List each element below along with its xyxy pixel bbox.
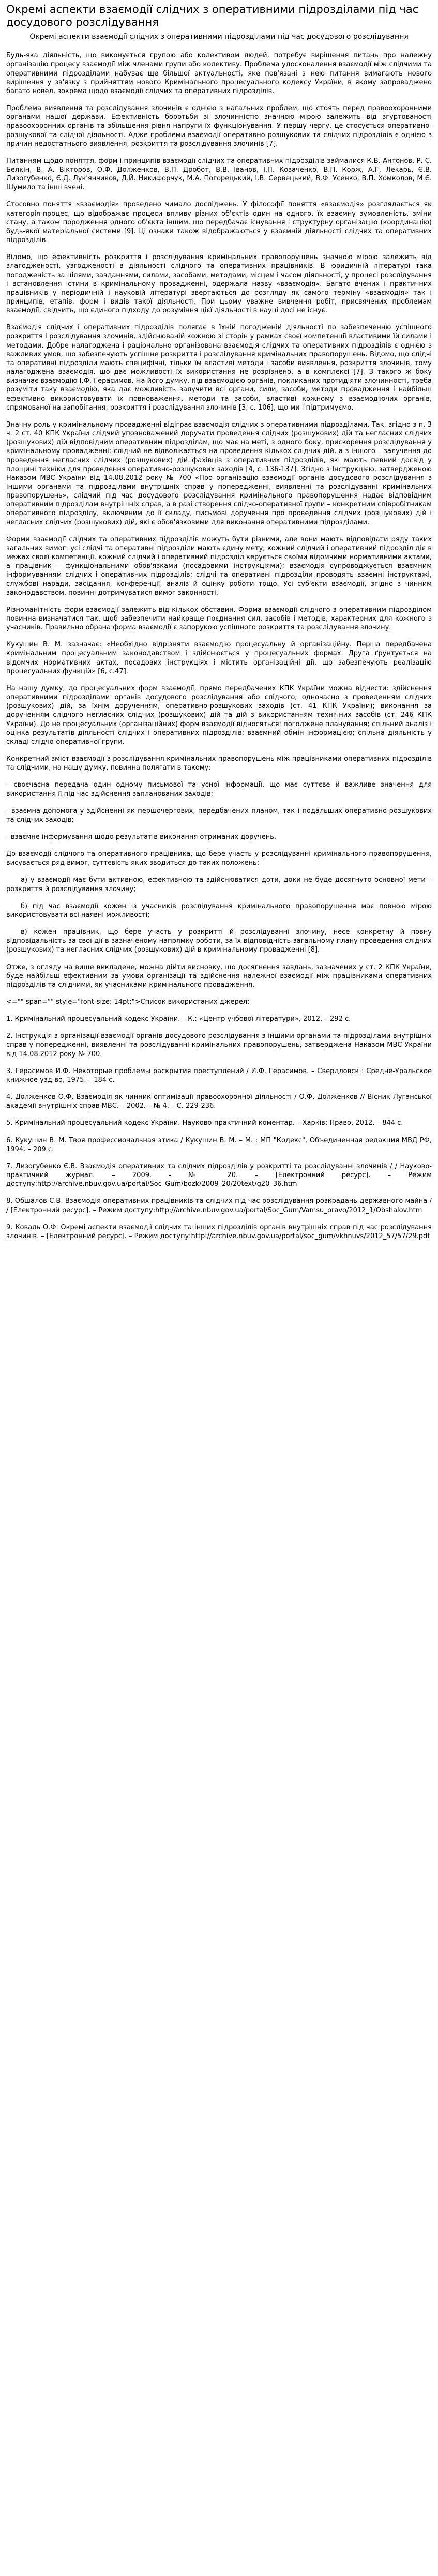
body-paragraph: Питанням щодо поняття, форм і принципів взаємодії слідчих та оперативних підрозділів займалися К.В. Антонов, Р. С. Белкін, В. А. Вікторов, О.Ф. Долженков, В.П. Дробот, В.В. Іванов, І.П. Козаченко, В.П. Корж, А.Г. Лекарь, Є.В. Лизогубенко, Є.Д. Лук'янчиков, Д.Й. Никифорчук, М.А. Погорецький, І.В. Сервецький, В.Ф. Усенко, В.П. Хомколов, М.Є. Шумило та інші вчені. <box>6 157 432 192</box>
body-paragraph: Різноманітність форм взаємодії залежить від кількох обставин. Форма взаємодії слідчого з оперативним підрозділом повинна визначатися так, щоб забезпечити найкраще поєднання сил, засобів і методів, характерних для кожного з учасників. Правильно обрана форма взаємодії є запорукою успішного розкриття та розслідування злочину. <box>6 606 432 632</box>
reference-item: 3. Герасимов И.Ф. Некоторые проблемы раскрытия преступлений / И.Ф. Герасимов. – Свердловск : Средне-Уральское книжное узд-во, 1975. – 184 с. <box>6 1067 432 1084</box>
article-body <box>6 51 432 989</box>
body-paragraph: Відомо, що ефективність розкриття і розслідування кримінальних правопорушень значною мірою залежить від злагодженості, узгодженості в діяльності слідчого та оперативних працівників. В юридичній літературі така погодженість за цілями, завданнями, силами, засобами, методами, місцем і часом діяльності, у процесі розслідування і встановлення істини в кримінальному провадженні, одержала назву «взаємодія». Багато вчених і практичних працівників у періодичній і науковій літературі звертаються до розгляду як самого терміну «взаємодія» так і принципів, етапів, форм і видів такої діяльності. При цьому уважне вивчення робіт, присвячених проблемам взаємодії, свідчить, що єдиного підходу до розуміння цієї діяльності в науці досі не існує. <box>6 253 432 315</box>
body-paragraph: До взаємодії слідчого та оперативного працівника, що бере участь у розслідуванні кримінального правопорушення, висувається ряд вимог, суттєвість яких зводиться до таких положень: <box>6 850 432 867</box>
body-paragraph: Конкретний зміст взаємодії з розслідування кримінальних правопорушень між працівниками оперативних підрозділів та слідчими, на нашу думку, повинна полягати в такому: <box>6 755 432 772</box>
body-paragraph: Взаємодія слідчих і оперативних підрозділів полягає в їхній погодженій діяльності по забезпеченню успішного розкриття і розслідування злочинів, здійснюваній кожною зі сторін у рамках своєї компетенції властивими їй силами і методами. Добре налагоджена і раціонально організована взаємодія слідчих та оперативних підрозділів є однією з важливих умов, що забезпечують успішне розкриття і розслідування кримінальних правопорушень. Відомо, що слідчі та оперативні підрозділи мають специфічні, тільки їм властиві методи і засоби виявлення, розкриття злочинів, тому налагоджена взаємодія, що дає можливості їх використання не розрізнено, а в комплексі [7]. З такого ж боку визначає взаємодію І.Ф. Герасимов. На його думку, під взаємодією органів, покликаних протидіяти злочинності, треба розуміти таку взаємодію, яка дає можливість залучити всі органи, сили, засоби, методи провадження і найбільш ефективно використовувати їх повноваження, методи та засоби, властиві кожному з взаємодіючих органів, спрямованої на запобігання, розкриття і розслідування злочинів [3, с. 106], що ми і підтримуємо. <box>6 324 432 412</box>
body-paragraph: Кукушин В. М. зазначає: «Необхідно відрізняти взаємодію процесуальну й організаційну. Перша передбачена кримінальним процесуальним законодавством і здійснюється у процесуальних формах. Друга ґрунтується на відомчих нормативних актах, посадових інструкціях і містить організаційні дії, що забезпечують реалізацію процесуальних функцій» [6, с.47]. <box>6 641 432 675</box>
body-paragraph: б) під час взаємодії кожен із учасників розслідування кримінального правопорушення має повною мірою використовувати всі наявні можливості; <box>6 902 432 919</box>
reference-item: 5. Кримінальний процесуальний кодекс України. Науково-практичний коментар. – Харків: Право, 2012. – 844 с. <box>6 1119 403 1127</box>
body-paragraph: Будь-яка діяльність, що виконується групою або колективом людей, потребує вирішення питань про належну організацію процесу взаємодії між членами групи або колективу. Проблема удосконалення взаємодії між слідчими та оперативними підрозділами набуває ще більшої актуальності, яке пов'язані з нею питання вимагають нового вирішення у зв'язку з прийняттям нового Кримінального процесуального кодексу України, в якому запроваджено багато новел, зокрема щодо взаємодії слідчих та оперативних підрозділів. <box>6 52 432 95</box>
reference-item: 4. Долженков О.Ф. Взаємодія як чинник оптимізації правоохоронної діяльності / О.Ф. Долженков // Вісник Луганської академії внутрішніх справ МВС. – 2002. – № 4. – С. 229-236. <box>6 1093 432 1110</box>
article <box>0 0 438 1255</box>
body-paragraph: Значну роль у кримінальному провадженні відіграє взаємодія слідчих з оперативними підрозділами. Так, згідно з п. 3 ч. 2 ст. 40 КПК України слідчий уповноважений доручати проведення слідчих (розшукових) дій та негласних слідчих (розшукових) дій відповідним оперативним підрозділам, що має на меті, з одного боку, прискорення розслідування у кримінальному провадженні; слідчий не відволікається на проведення кількох слідчих дій, а з іншого – залучення до проведення негласних слідчих (розшукових) дій фахівців з оперативних підрозділів, які мають певний досвід у площині техніки для проведення оперативно-розшукових заходів [4, с. 136-137]. Згідно з Інструкцією, затвердженою Наказом МВС України від 14.08.2012 року № 700 «Про організацію взаємодії органів досудового розслідування з іншими органами та підрозділами внутрішніх справ у попередженні, виявленні та розслідуванні кримінальних правопорушень», слідчий під час досудового розслідування кримінального правопорушення надає відповідним оперативним підрозділам внутрішніх справ, а в разі створення слідчо-оперативної групи – конкретним співробітникам оперативного підрозділу, включеним до її складу, письмові доручення про проведення слідчих (розшукових) дій і негласних слідчих (розшукових) дій, які є обов'язковими для виконання оперативними підрозділами. <box>6 420 432 526</box>
article-title: Окремі аспекти взаємодії слідчих з оперативними підрозділами під час досудового розслідування <box>6 3 419 29</box>
body-paragraph: Отже, з огляду на вище викладене, можна дійти висновку, що досягнення завдань, зазначених у ст. 2 КПК України, буде найбільш ефективним за умови організації та здійснення належної взаємодії між працівниками оперативних підрозділів та слідчими, як учасниками кримінального провадження. <box>6 963 432 989</box>
references-heading: <="" span="" style="font-size: 14pt;">Список використаних джерел: <box>6 998 250 1006</box>
reference-item: 2. Інструкція з організації взаємодії органів досудового розслідування з іншими органами та підрозділами внутрішніх справ у попередженні, виявленні та розслідуванні кримінальних правопорушень, затверджена Наказом МВС України від 14.08.2012 року № 700. <box>6 1032 432 1058</box>
references-list <box>6 1015 432 1241</box>
article-subtitle: Окремі аспекти взаємодії слідчих з оперативними підрозділами під час досудового розслідування <box>29 33 409 41</box>
reference-item: 6. Кукушин В. М. Твоя профессиональная этика / Кукушин В. М. – М. : МП "Кодекс", Объединенная редакция МВД РФ, 1994. – 209 с. <box>6 1136 432 1153</box>
reference-item: 7. Лизогубенко Є.В. Взаємодія оперативних та слідчих підрозділів у розкритті та розслідуванні злочинів / / Науково-практичний журнал. – 2009. - № 20. – [Електронний ресурс]. – Режим доступу:http://archive.nbuv.gov.ua/portal/Soc_Gum/bozk/2009_20/20text/g20_36.htm <box>6 1162 432 1188</box>
reference-item: 8. Обшалов С.В. Взаємодія оперативних працівників та слідчих під час розслідування розкрадань державного майна / / [Електронний ресурс]. – Режим доступу:http://archive.nbuv.gov.ua/portal/Soc_Gum/Vamsu_pravo/2012_1/Obshalov.htm <box>6 1197 432 1214</box>
body-paragraph: Форми взаємодії слідчих та оперативних підрозділів можуть бути різними, але вони мають відповідати ряду таких загальних вимог: усі слідчі та оперативні підрозділи мають єдину мету; кожний слідчий і оперативний підрозділ діє в межах своєї компетенції, кожний слідчий і оперативний підрозділ керується своїми відомчими нормативними актами, а працівник – функціональними обов'язками (посадовими інструкціями); взаємодія супроводжується взаємним інформуванням слідчих і оперативних підрозділів; слідчі та оперативні підрозділи проводять взаємні інструктажі, службові наради, засідання, конференції, аналіз й оцінку роботи тощо. Усі суб'єкти взаємодії, згідно з чинним законодавством, повинні дотримуватися вимог законності. <box>6 535 432 597</box>
body-paragraph: - своєчасна передача один одному письмової та усної інформації, що має суттєве й важливе значення для використання її під час здійснення запланованих заходів; <box>6 781 432 798</box>
body-paragraph: На нашу думку, до процесуальних форм взаємодії, прямо передбачених КПК України можна віднести: здійснення оперативними підрозділами органів досудового розслідування або слідчого, одночасно з проведенням слідчих (розшукових) дій, за їхнім дорученням, оперативно-розшукових заходів (ст. 41 КПК України); виконання за дорученням слідчого негласних слідчих (розшукових) дій та дій з використанням технічних засобів (ст. 246 КПК України). До не процесуальних (організаційних) форм взаємодії відносяться: погоджене планування; спільний аналіз і оцінка результатів діяльності слідчих і оперативних підрозділів; взаємний обмін інформацією; спільна діяльність у складі слідчо-оперативної групи. <box>6 684 432 746</box>
body-paragraph: - взаємне інформування щодо результатів виконання отриманих доручень. <box>6 833 277 841</box>
body-paragraph: а) у взаємодії має бути активною, ефективною та здійснюватися доти, доки не буде досягнуто основної мети – розкриття й розслідування злочину; <box>6 876 432 893</box>
body-paragraph: - взаємна допомога у здійсненні як першочергових, передбачених планом, так і подальших оперативно-розшукових та слідчих заходів; <box>6 807 432 824</box>
body-paragraph: в) кожен працівник, що бере участь у розкритті й розслідуванні злочину, несе конкретну й повну відповідальність за свої дії в зазначеному напрямку роботи, за їх відповідність загальному плану проведення слідчих (розшукових) та негласних слідчих (розшукових) дій в кримінальному провадженні [8]. <box>6 928 432 954</box>
reference-item: 9. Коваль О.Ф. Окремі аспекти взаємодії слідчих та інших підрозділів органів внутрішніх справ під час розслідування злочинів. – [Електронний ресурс]. – Режим доступу:http://archive.nbuv.gov.ua/portal/soc_gum/vkhnuvs/2012_57/57/29.pdf <box>6 1223 432 1240</box>
body-paragraph: Стосовно поняття «взаємодія» проведено чимало досліджень. У філософії поняття «взаємодія» розглядається як категорія-процес, що відображає процеси впливу різних об'єктів один на одного, їх взаємну зумовленість, зміни стану, а також породження одного об'єкта іншим, що передбачає існування і структурну організацію (координацію) будь-якої матеріальної системи [9]. Ці ознаки також відображаються у взаємній діяльності слідчих та оперативних підрозділів. <box>6 201 432 245</box>
body-paragraph: Проблема виявлення та розслідування злочинів є однією з нагальних проблем, що стоять перед правоохоронними органами нашої держави. Ефективність боротьби зі злочинністю значною мірою залежить від згуртованості правоохоронних органів та збільшення рівня напруги їх функціонування. У першу чергу, це стосується оперативно-розшукової та слідчої діяльності. Адже проблеми взаємодії оперативно-розшукових та слідчих підрозділів є однією з причин недостатнього виявлення, розкриття та розслідування злочинів [7]. <box>6 104 432 148</box>
reference-item: 1. Кримінальний процесуальний кодекс України. – К.: «Центр учбової літератури», 2012. – 292 с. <box>6 1015 351 1023</box>
